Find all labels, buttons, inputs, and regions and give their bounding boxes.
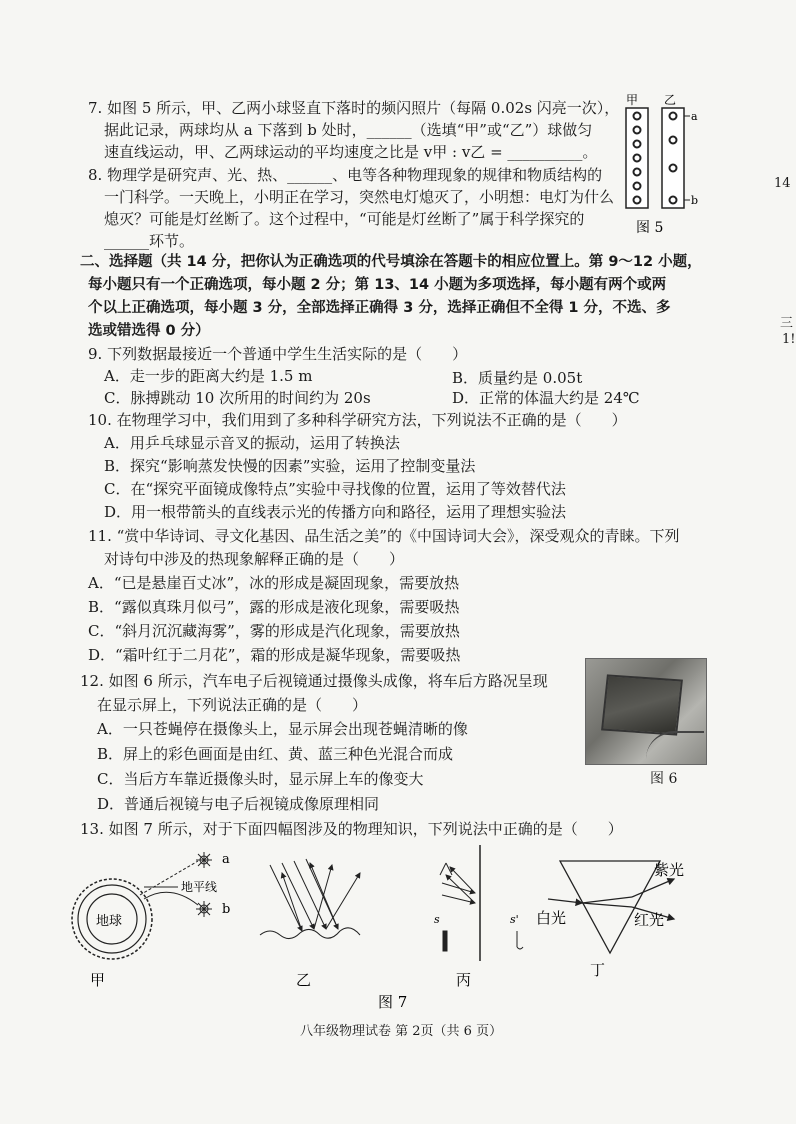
page-footer: 八年级物理试卷 第 2页（共 6 页） (300, 1024, 503, 1039)
fig7-purple-light-label: 紫光 (654, 861, 685, 879)
q11-line1: 11. “赏中华诗词、寻文化基因、品生活之美”的《中国诗词大会》，深受观众的青睐。下列 (88, 527, 680, 545)
fig5-strip-yi (662, 108, 684, 208)
fig7-earth-label: 地球 (96, 914, 123, 929)
q11-option-c: C．“斜月沉沉藏海雾”，雾的形成是汽化现象，需要放热 (88, 622, 460, 640)
figure-6-screen (601, 674, 683, 735)
fig7-diffuse-reflection (260, 859, 360, 939)
margin-fragment-3: 1! (782, 332, 796, 347)
q8-line4: ______环节。 (104, 232, 195, 250)
fig5-mark-a: a (691, 110, 698, 123)
fig7-sun-a-icon (196, 852, 212, 868)
fig7-white-light-label: 白光 (536, 909, 567, 927)
q12-option-c: C．当后方车靠近摄像头时，显示屏上车的像变大 (97, 770, 424, 788)
q10-option-a: A．用乒乓球显示音叉的振动，运用了转换法 (104, 434, 400, 452)
q10-option-c: C．在“探究平面镜成像特点”实验中寻找像的位置，运用了等效替代法 (104, 480, 566, 498)
fig5-mark-b: b (691, 194, 699, 207)
q8-line3: 熄灭？可能是灯丝断了。这个过程中，“可能是灯丝断了”属于科学探究的 (104, 210, 585, 228)
fig7-sun-a-label: a (222, 852, 230, 867)
q9-option-a: A．走一步的距离大约是 1.5 m (104, 367, 313, 385)
figure-5-drawing (618, 92, 708, 242)
q7-line1: 7. 如图 5 所示，甲、乙两小球竖直下落时的频闪照片（每隔 0.02s 闪亮一次）， (88, 99, 620, 117)
q9-option-b: B．质量约是 0.05t (452, 369, 583, 387)
q13-stem: 13. 如图 7 所示，对于下面四幅图涉及的物理知识，下列说法中正确的是（ ） (80, 820, 623, 838)
fig7-red-light-label: 红光 (634, 911, 665, 929)
q10-option-d: D．用一根带箭头的直线表示光的传播方向和路径，运用了理想实验法 (104, 503, 567, 521)
q9-option-c: C．脉搏跳动 10 次所用的时间约为 20s (104, 389, 371, 407)
fig5-label-yi: 乙 (664, 93, 677, 107)
q8-line1: 8. 物理学是研究声、光、热、______、电等各种物理现象的规律和物质结构的 (88, 166, 603, 184)
section2-line4: 选或错选得 0 分） (88, 323, 210, 339)
fig7-label-jia: 甲 (90, 971, 106, 989)
fig7-label-ding: 丁 (590, 961, 606, 979)
q12-line2: 在显示屏上，下列说法正确的是（ ） (97, 696, 368, 714)
fig7-sun-b-icon (196, 901, 212, 917)
q11-line2: 对诗句中涉及的热现象解释正确的是（ ） (104, 550, 405, 568)
q10-option-b: B．探究“影响蒸发快慢的因素”实验，运用了控制变量法 (104, 457, 476, 475)
figure-6-caption: 图 6 (650, 771, 678, 787)
margin-fragment-2: 三 (780, 316, 794, 331)
q11-option-d: D．“霜叶红于二月花”，霜的形成是凝华现象，需要吸热 (88, 646, 461, 664)
q12-option-d: D．普通后视镜与电子后视镜成像原理相同 (97, 795, 380, 813)
fig7-label-bing: 丙 (456, 971, 472, 989)
fig7-caption: 图 7 (378, 993, 408, 1011)
figure-6-photo (585, 658, 707, 765)
section2-line3: 个以上正确选项，每小题 3 分，全部选择正确得 3 分，选择正确但不全得 1 分，不选、多 (88, 300, 671, 316)
q9-stem: 9. 下列数据最接近一个普通中学生生活实际的是（ ） (88, 345, 468, 363)
fig7-earth-diagram (72, 852, 230, 989)
q10-stem: 10. 在物理学习中，我们用到了多种科学研究方法，下列说法不正确的是（ ） (88, 411, 627, 429)
fig7-horizon-label: 地平线 (181, 880, 218, 894)
q9-option-d: D．正常的体温大约是 24℃ (452, 389, 640, 407)
q12-line1: 12. 如图 6 所示，汽车电子后视镜通过摄像头成像，将车后方路况呈现 (80, 672, 548, 690)
fig7-s-prime-label: s' (510, 913, 519, 926)
q8-line2: 一门科学。一天晚上，小明正在学习，突然电灯熄灭了，小明想：电灯为什么 (104, 188, 615, 206)
section2-line2: 每小题只有一个正确选项，每小题 2 分；第 13、14 小题为多项选择，每小题有两个或两 (88, 277, 667, 293)
fig7-label-yi: 乙 (296, 971, 312, 989)
q11-option-b: B．“露似真珠月似弓”，露的形成是液化现象，需要吸热 (88, 598, 460, 616)
q7-line2: 据此记录，两球均从 a 下落到 b 处时，______（选填“甲”或“乙”）球做匀 (104, 121, 593, 139)
figure-5 (618, 92, 708, 242)
fig5-caption: 图 5 (636, 220, 664, 236)
figure-7-drawing (70, 843, 720, 1013)
section2-line1: 二、选择题（共 14 分，把你认为正确选项的代号填涂在答题卡的相应位置上。第 9～12 小题， (80, 254, 702, 270)
figure-6-mirror-arm (646, 731, 704, 759)
q11-option-a: A．“已是悬崖百丈冰”，冰的形成是凝固现象，需要放热 (88, 574, 460, 592)
fig7-sun-b-label: b (222, 902, 231, 917)
q12-option-a: A．一只苍蝇停在摄像头上，显示屏会出现苍蝇清晰的像 (97, 720, 468, 738)
margin-fragment-1: 14 (774, 176, 791, 191)
q12-option-b: B．屏上的彩色画面是由红、黄、蓝三种色光混合而成 (97, 745, 454, 763)
fig7-s-label: s (434, 913, 440, 926)
q7-line3: 速直线运动，甲、乙两球运动的平均速度之比是 v甲 : v乙 = __________。 (104, 143, 598, 161)
figure-7 (70, 843, 720, 1013)
fig5-label-jia: 甲 (626, 93, 639, 107)
fig7-plane-mirror (440, 845, 523, 961)
